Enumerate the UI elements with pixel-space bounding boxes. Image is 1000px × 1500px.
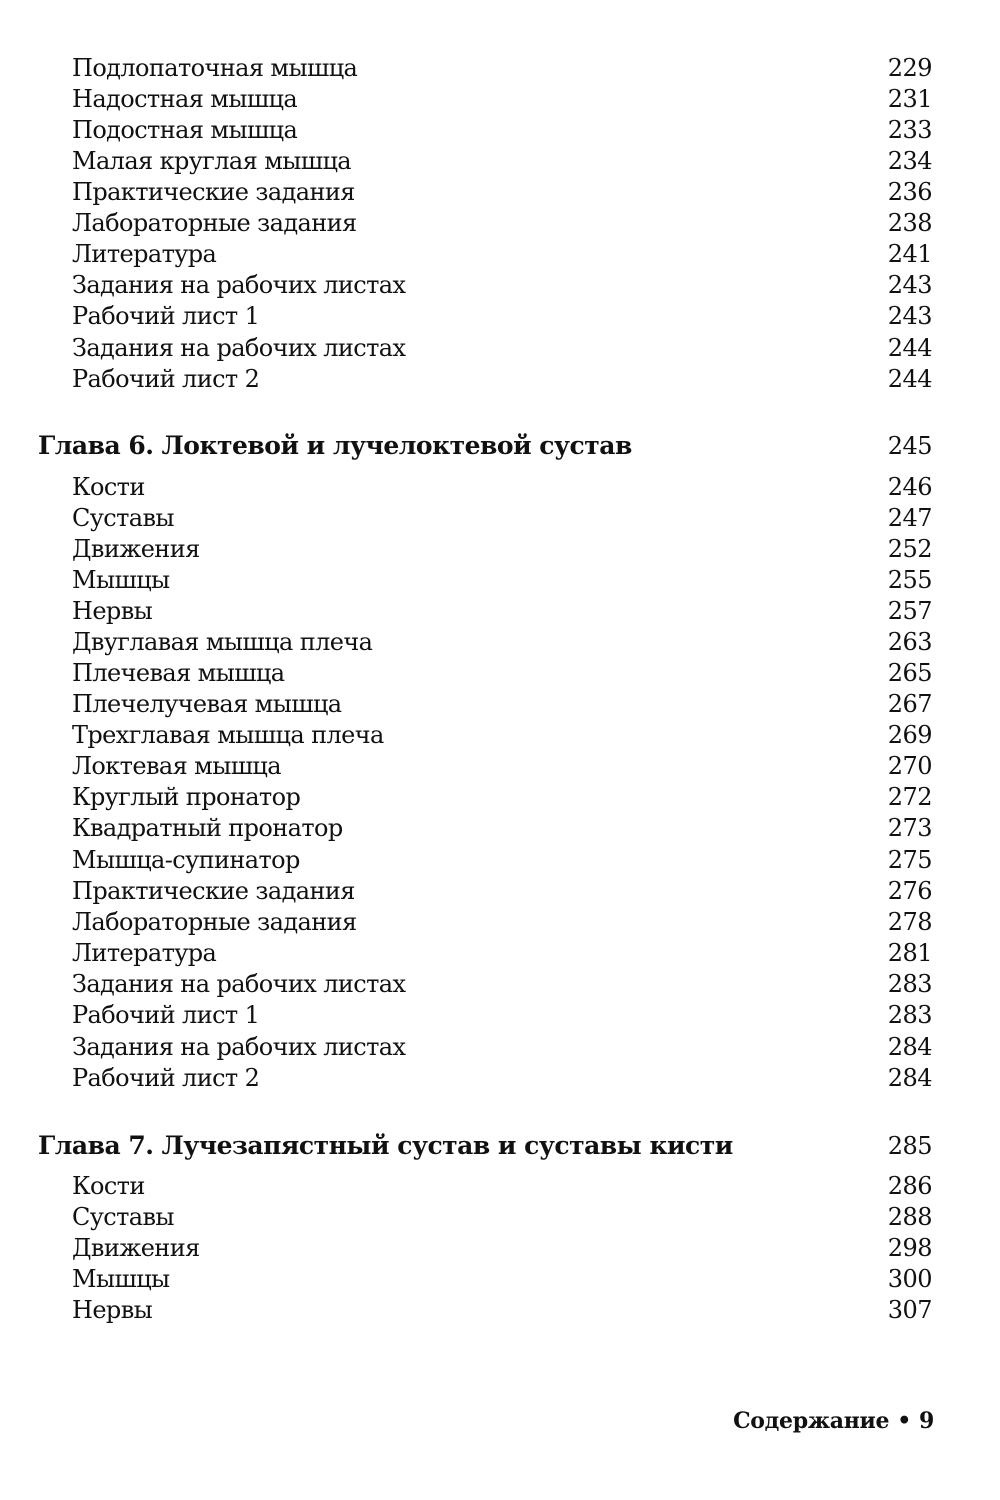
toc-entry-label: Кости [72,473,145,501]
toc-entry-page: 276 [887,877,932,905]
toc-entry-label: Квадратный пронатор [72,814,343,842]
toc-entry [0,596,1000,627]
toc-entry-label: Практические задания [72,877,355,905]
toc-entry [0,1264,1000,1295]
toc-entry-label: Кости [72,1172,145,1200]
chapter-heading [0,1128,1000,1164]
toc-entry-label: Практические задания [72,178,355,206]
toc-entry-page: 263 [887,628,932,656]
toc-entry [0,565,1000,596]
toc-entry [0,1063,1000,1094]
toc-entry-page: 265 [887,659,932,687]
toc-entry [0,689,1000,720]
footer-page-number: 9 [918,1408,934,1434]
toc-entry [0,177,1000,208]
footer-separator: • [897,1408,911,1434]
toc-entry-page: 300 [887,1265,932,1293]
toc-entry-page: 288 [887,1203,932,1231]
toc-entry-page: 269 [887,721,932,749]
chapter-heading [0,428,1000,464]
toc-entry [0,146,1000,177]
toc-entry-label: Трехглавая мышца плеча [72,721,384,749]
toc-entry-page: 247 [887,504,932,532]
toc-entry [0,627,1000,658]
toc-entry [0,658,1000,689]
toc-entry [0,969,1000,1000]
toc-entry-page: 233 [887,116,932,144]
chapter-title: Глава 6. Локтевой и лучелоктевой сустав [38,431,632,460]
toc-entry-page: 255 [887,566,932,594]
toc-entry [0,53,1000,84]
toc-entry-label: Подлопаточная мышца [72,54,358,82]
toc-entry-label: Суставы [72,504,174,532]
toc-entry-label: Задания на рабочих листах [72,271,406,299]
toc-entry-page: 238 [887,209,932,237]
toc-entry-page: 275 [887,846,932,874]
toc-entry-label: Двуглавая мышца плеча [72,628,373,656]
toc-entry-page: 231 [887,85,932,113]
toc-entry-label: Рабочий лист 2 [72,365,260,393]
toc-entry-label: Мышцы [72,1265,170,1293]
toc-entry-label: Малая круглая мышца [72,147,352,175]
toc-entry [0,301,1000,332]
toc-entry [0,472,1000,503]
toc-entry-page: 243 [887,302,932,330]
toc-entry-label: Задания на рабочих листах [72,1033,406,1061]
toc-entry [0,876,1000,907]
toc-entry [0,813,1000,844]
toc-entry-page: 244 [887,365,932,393]
toc-entry-page: 257 [887,597,932,625]
toc-entry [0,907,1000,938]
toc-entry-label: Движения [72,1234,200,1262]
toc-entry-page: 284 [887,1064,932,1092]
toc-entry-page: 236 [887,178,932,206]
toc-entry-page: 246 [887,473,932,501]
toc-entry-page: 273 [887,814,932,842]
toc-entry [0,1202,1000,1233]
toc-entry-page: 307 [887,1296,932,1324]
toc-entry-page: 243 [887,271,932,299]
toc-entry [0,115,1000,146]
toc-entry-label: Плечевая мышца [72,659,285,687]
toc-entry [0,208,1000,239]
toc-entry [0,1032,1000,1063]
toc-entry [0,1233,1000,1264]
toc-entry-label: Рабочий лист 1 [72,302,260,330]
toc-entry-label: Плечелучевая мышца [72,690,342,718]
toc-entry-page: 286 [887,1172,932,1200]
toc-entry-label: Лабораторные задания [72,908,357,936]
toc-entry [0,239,1000,270]
toc-entry-label: Мышцы [72,566,170,594]
toc-entry-page: 272 [887,783,932,811]
toc-entry-label: Нервы [72,1296,153,1324]
toc-entry [0,1000,1000,1031]
toc-entry [0,845,1000,876]
toc-entry-label: Локтевая мышца [72,752,281,780]
chapter-page: 285 [887,1132,932,1160]
toc-entry-page: 267 [887,690,932,718]
toc-entry [0,1171,1000,1202]
toc-entry [0,1295,1000,1326]
toc-entry-page: 281 [887,939,932,967]
toc-entry-label: Лабораторные задания [72,209,357,237]
chapter-title: Глава 7. Лучезапястный сустав и суставы кисти [38,1131,733,1160]
toc-entry [0,938,1000,969]
toc-entry-page: 283 [887,970,932,998]
toc-entry-page: 229 [887,54,932,82]
toc-entry-label: Задания на рабочих листах [72,334,406,362]
toc-entry [0,720,1000,751]
toc-entry-label: Литература [72,939,217,967]
toc-entry-page: 244 [887,334,932,362]
toc-entry [0,534,1000,565]
toc-entry-page: 278 [887,908,932,936]
toc-entry [0,84,1000,115]
toc-entry-label: Задания на рабочих листах [72,970,406,998]
toc-entry [0,503,1000,534]
toc-entry-label: Движения [72,535,200,563]
toc-entry [0,270,1000,301]
toc-entry-page: 284 [887,1033,932,1061]
page-footer [733,1408,934,1434]
toc-entry-label: Подостная мышца [72,116,298,144]
toc-entry [0,333,1000,364]
toc-entry-label: Нервы [72,597,153,625]
toc-entry [0,364,1000,395]
toc-entry-label: Рабочий лист 1 [72,1001,260,1029]
toc-entry-label: Круглый пронатор [72,783,301,811]
toc-entry-page: 270 [887,752,932,780]
toc-entry-page: 241 [887,240,932,268]
toc-entry [0,751,1000,782]
toc-entry-page: 252 [887,535,932,563]
footer-label: Содержание [733,1408,890,1434]
toc-entry-label: Мышца-супинатор [72,846,300,874]
toc-entry-page: 283 [887,1001,932,1029]
toc-entry-label: Литература [72,240,217,268]
chapter-page: 245 [887,432,932,460]
toc-entry-label: Суставы [72,1203,174,1231]
toc-entry-label: Рабочий лист 2 [72,1064,260,1092]
toc-entry-page: 298 [887,1234,932,1262]
toc-entry-label: Надостная мышца [72,85,298,113]
toc-entry-page: 234 [887,147,932,175]
toc-entry [0,782,1000,813]
